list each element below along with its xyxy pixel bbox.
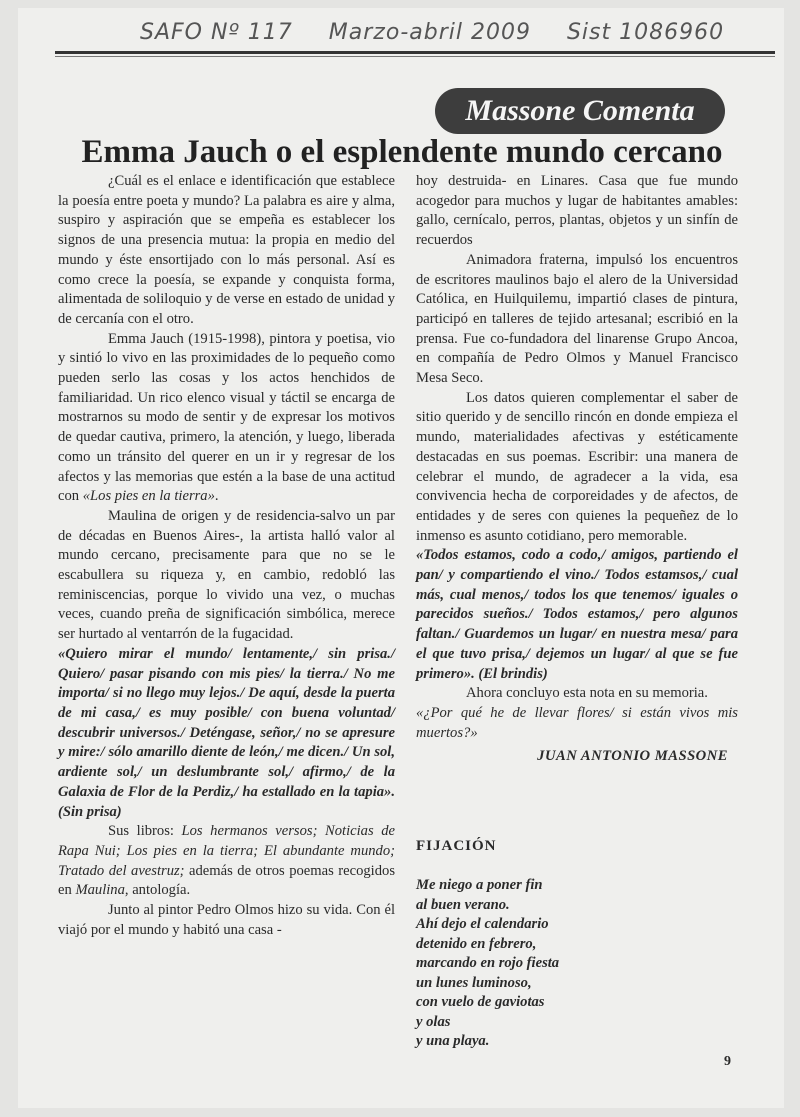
author-signature: JUAN ANTONIO MASSONE: [537, 748, 728, 765]
section-badge: Massone Comenta: [435, 88, 725, 134]
paragraph: Junto al pintor Pedro Olmos hizo su vida. Con él viajó por el mundo y habitó una casa -: [58, 902, 395, 938]
paragraph: Animadora fraterna, impulsó los encuentros de escritores maulinos bajo el alero de la Universidad Católica, en Huilquilemu, impartió clases de pintura, participó en talleres de tejido artesanal; escribió en la prensa. Fue co-fundadora del linarense Grupo Ancoa, en compañía de Pedro Olmos y Manuel Francisco Mesa Seco.: [416, 251, 738, 387]
poem-title: FIJACIÓN: [416, 838, 497, 854]
poem-line: y una playa.: [416, 1033, 490, 1049]
paragraph: Emma Jauch (1915-1998), pintora y poetisa, vio y sintió lo vivo en las proximidades de lo pequeño como pueden serlo las cosas y los actos henchidos de familiaridad. Un rico elenco visual y táctil se encarga de mostrarnos su modo de sentir y de expresar los motivos de quedar cautiva, primero, la atención, y luego, liberada como un tránsito del querer en un ir y regresar de los afectos y las memorias que estén a la base de una actitud con «Los pies en la tierra».: [58, 330, 395, 505]
article-title: Emma Jauch o el esplendente mundo cercano: [81, 134, 723, 170]
paragraph: Los datos quieren complementar el saber de sitio querido y de sencillo rincón en donde empieza el mundo, materialidades afectivas y estéticamente destacadas en sus poemas. Escribir: una manera de celebrar el mundo, de agradecer a la vida, esa convivencia hecha de corporeidades y de afectos, de entidades y de seres con quienes la pequeñez de lo inmenso es asunto cotidiano, pero memorable.: [416, 389, 738, 544]
paragraph: Ahora concluyo esta nota en su memoria.: [466, 685, 708, 702]
left-column: [58, 172, 395, 940]
paragraph: Sus libros: Los hermanos versos; Noticias de Rapa Nui; Los pies en la tierra; El abundante mundo; Tratado del avestruz; además de otros poemas recogidos en Maulina, antología.: [58, 823, 396, 899]
poem-line: marcando en rojo fiesta: [416, 955, 560, 971]
header-rule-thin: [55, 56, 775, 57]
poem-line: un lunes luminoso,: [416, 974, 532, 991]
page-number: 9: [724, 1054, 731, 1069]
poem-line: con vuelo de gaviotas: [416, 994, 545, 1010]
paragraph: ¿Cuál es el enlace e identificación que establece la poesía entre poeta y mundo? La palabra es aire y alma, suspiro y aspiración que se empeña es establecer los signos de una presencia mutua: la propia en medio del mundo y éste ensortijado con lo más personal. Así es como crece la poesía, se expande y conquista forma, alimentada de soliloquio y de verse en estado de unidad y de cercanía con el otro.: [58, 173, 395, 327]
poem-line: al buen verano.: [416, 896, 510, 913]
paragraph: hoy destruida- en Linares. Casa que fue mundo acogedor para muchos y lugar de habitantes amables: gallo, cernícalo, perros, plantas, objetos y un sinfín de recuerdos: [416, 173, 738, 249]
poem-line: detenido en febrero,: [416, 935, 537, 952]
right-column: [416, 172, 738, 767]
handwritten-issue: SAFO Nº 117: [140, 20, 293, 45]
poem-quote: «Todos estamos, codo a codo,/ amigos, partiendo el pan/ y compartiendo el vino./ Todos estamsos,/ cual más, cual menos,/ todos los que tenemos/ iguales o parecidos sueños./ Todos estamos,/ pero algunos faltan./ Guardemos un lugar/ en nuestra mesa/ para el que tuvo prisa,/ dejemos un lugar/ al que se fue primero». (El brindis): [416, 547, 738, 682]
poem-line: Ahí dejo el calendario: [416, 916, 549, 932]
poem-quote: «Quiero mirar el mundo/ lentamente,/ sin prisa./ Quiero/ pasar pisando con mis pies/ la tierra./ No me importa/ si no llego muy lejos./ De aquí, desde la puerta de mi casa,/ es muy posible/ con buena voluntad/ descubrir universos./ Deténgase, señor,/ no se apresure y mire:/ sólo amarillo diente de león,/ me dicen./ Un sol, ardiente sol,/ un deslumbrante sol,/ afirmo,/ de la Galaxia de Flor de la Perdiz,/ ha estallado en la tapia». (Sin prisa): [58, 645, 395, 820]
header-rule: [55, 51, 775, 54]
closing-quote: «¿Por qué he de llevar flores/ si están vivos mis muertos?»: [416, 704, 738, 741]
handwritten-date: Marzo-abril 2009: [328, 20, 531, 45]
poem-body: [416, 876, 559, 1052]
handwritten-catalog-number: Sist 1086960: [566, 20, 725, 45]
paragraph: Maulina de origen y de residencia-salvo un par de décadas en Buenos Aires-, la artista halló valor al mundo cercano, precisamente para que no se le escabullera su riqueza y, en cambio, redobló las reminiscencias, porque lo vivido una vez, o muchas veces, cuando preña de significación simbólica, merece ser hurtado al ventarrón de la fugacidad.: [58, 507, 395, 643]
poem-line: Me niego a poner fin: [416, 877, 543, 893]
handwritten-annotation: [140, 20, 752, 45]
poem-line: y olas: [416, 1013, 451, 1030]
